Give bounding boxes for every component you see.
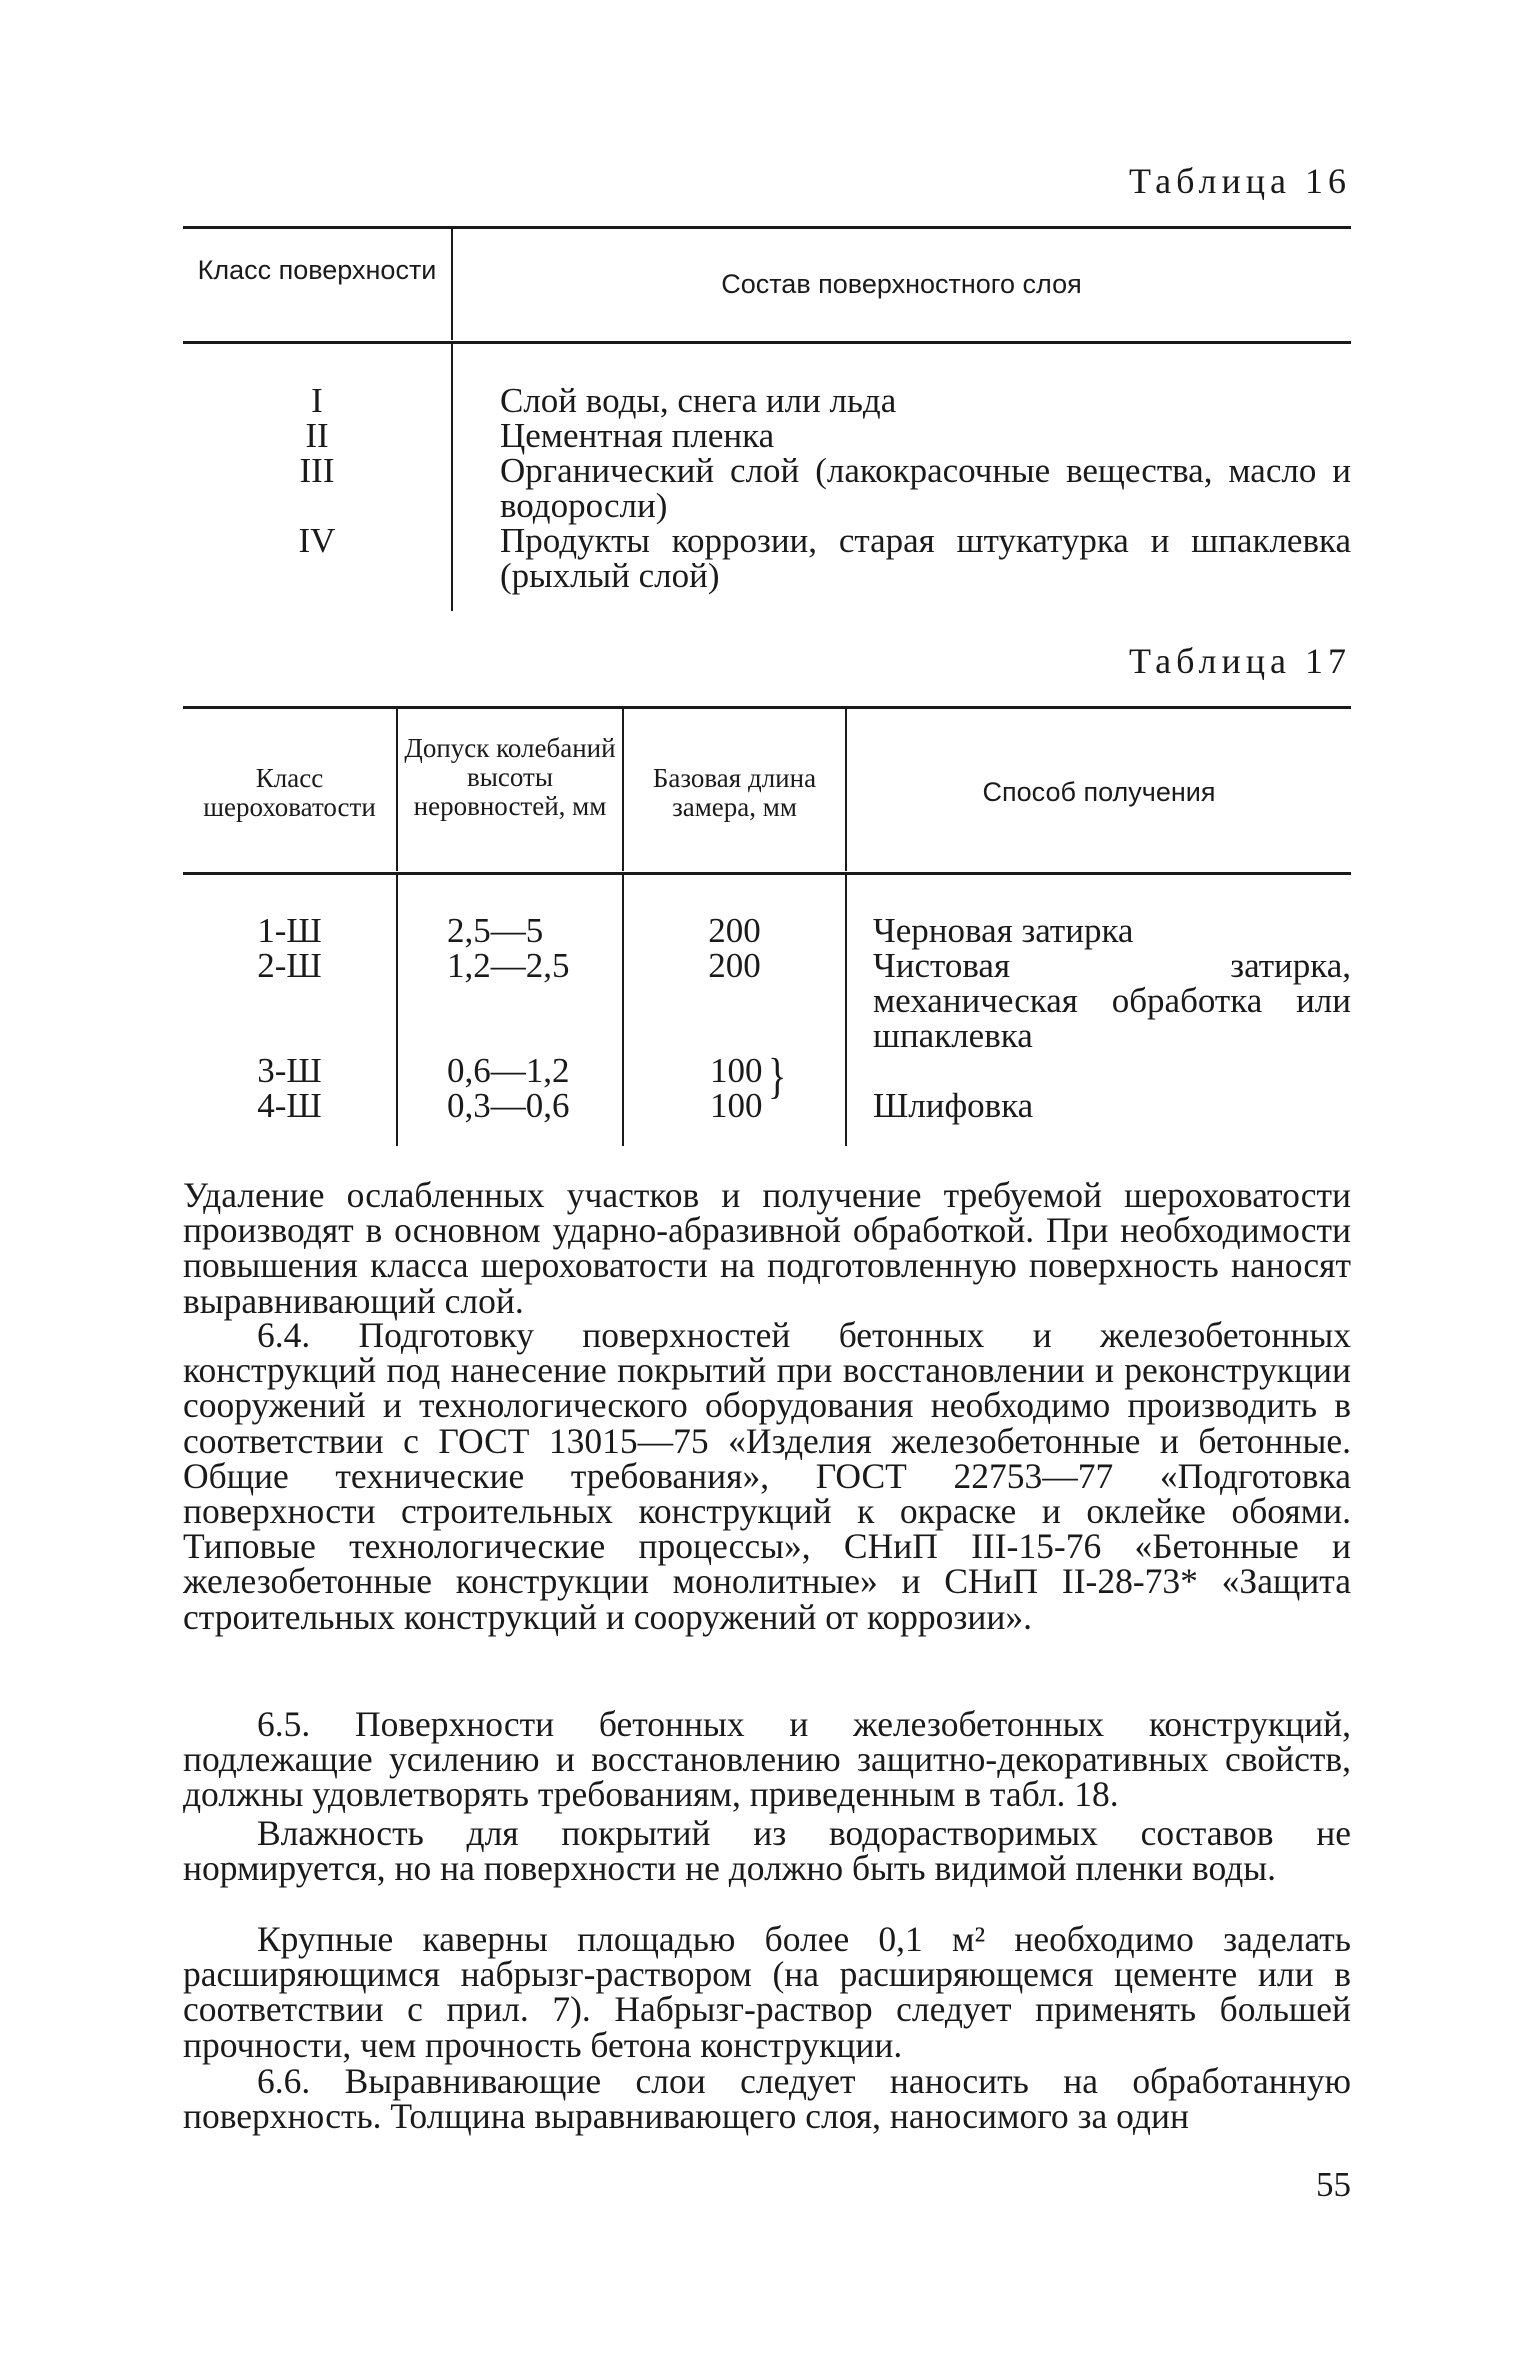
table17-row4-method: Шлифовка [873,1086,1034,1125]
table16-row3-text: Органический слой (лакокрасочные вещества, масло и водоросли) [500,451,1351,525]
table16-row1-text: Слой воды, снега или льда [500,381,897,420]
table17-row1-class: 1-Ш [257,911,322,950]
table16-body-divider [451,343,453,611]
table17-header-method: Способ получения [982,777,1216,807]
table17-body-divider-1 [396,874,398,1146]
table17-row3-base: 100 [710,1051,763,1090]
page-number: 55 [1316,2165,1351,2204]
paragraph-humidity: Влажность для покрытий из водорастворимых составов не нормируется, но на поверхности не должно быть видимой пленки воды. [183,1813,1351,1889]
table17-top-rule [183,706,1351,709]
paragraph-removal: Удаление ослабленных участков и получение требуемой шероховатости производят в основном ударно-абразивной обработкой. При необходимости повышения класса шероховатости на подготовленную поверхность наносят выравнивающий слой. [183,1175,1351,1321]
table17-row4-base: 100 [710,1086,763,1125]
table17-row1-tolerance: 2,5—5 [447,911,544,950]
table16-row2-class: II [305,416,329,455]
paragraph-6-6: 6.6. Выравнивающие слои следует наносить на обработанную поверхность. Толщина выравнивающего слоя, наносимого за один [183,2061,1351,2137]
table17-header-tolerance: Допуск колебаний высоты неровностей, мм [404,733,616,821]
table17-row3-class: 3-Ш [257,1051,322,1090]
table17-header-class: Класс шероховатости [203,763,376,822]
table17-merge-brace: } [768,1049,787,1104]
table16-row1-class: I [311,381,323,420]
table16-header-rule [183,341,1351,344]
table16-header-composition: Состав поверхностного слоя [721,269,1082,299]
table17-header-rule [183,872,1351,875]
paragraph-caverns: Крупные каверны площадью более 0,1 м² необходимо заделать расширяющимся набрызг-раствором (на расширяющемся цементе или в соответствии с прил. 7). Набрызг-раствор следует применять большей прочности, чем прочность бетона конструкции. [183,1919,1351,2065]
paragraph-6-5: 6.5. Поверхности бетонных и железобетонных конструкций, подлежащие усилению и восстановлению защитно-декоративных свойств, должны удовлетворять требованиям, приведенным в табл. 18. [183,1704,1351,1815]
table16-header-class: Класс поверхности [197,255,437,285]
table16-row3-class: III [299,451,335,490]
table17-row2-class: 2-Ш [257,946,322,985]
table16-row4-class: IV [298,521,336,560]
table17-row2-tolerance: 1,2—2,5 [447,946,570,985]
table17-row4-class: 4-Ш [257,1086,322,1125]
table17-row2-method: Чистовая затирка, механическая обработка или шпаклевка [873,946,1351,1055]
table17-row3-tolerance: 0,6—1,2 [447,1051,570,1090]
table17-row4-tolerance: 0,3—0,6 [447,1086,570,1125]
table17-row1-base: 200 [708,911,761,950]
table17-caption: Таблица 17 [1129,641,1351,681]
table17-row2-base: 200 [708,946,761,985]
paragraph-6-4: 6.4. Подготовку поверхностей бетонных и железобетонных конструкций под нанесение покрытий при восстановлении и реконструкции сооружений и технологического оборудования необходимо производить в соответствии с ГОСТ 13015—75 «Изделия железобетонные и бетонные. Общие технические требования», ГОСТ 22753—77 «Подготовка поверхности строительных конструкций к окраске и оклейке обоями. Типовые технологические процессы», СНиП III-15-76 «Бетонные и железобетонные конструкции монолитные» и СНиП II-28-73* «Защита строительных конструкций и сооружений от коррозии». [183,1315,1351,1637]
table16-row2-text: Цементная пленка [500,416,775,455]
table17-body-divider-3 [845,874,847,1146]
table16-caption: Таблица 16 [1129,161,1351,201]
table17-row1-method: Черновая затирка [873,911,1134,950]
table17-header-base-length: Базовая длина замера, мм [652,763,817,822]
table16-row4-text: Продукты коррозии, старая штукатурка и шпаклевка (рыхлый слой) [500,521,1351,595]
table16-top-rule [183,226,1351,229]
